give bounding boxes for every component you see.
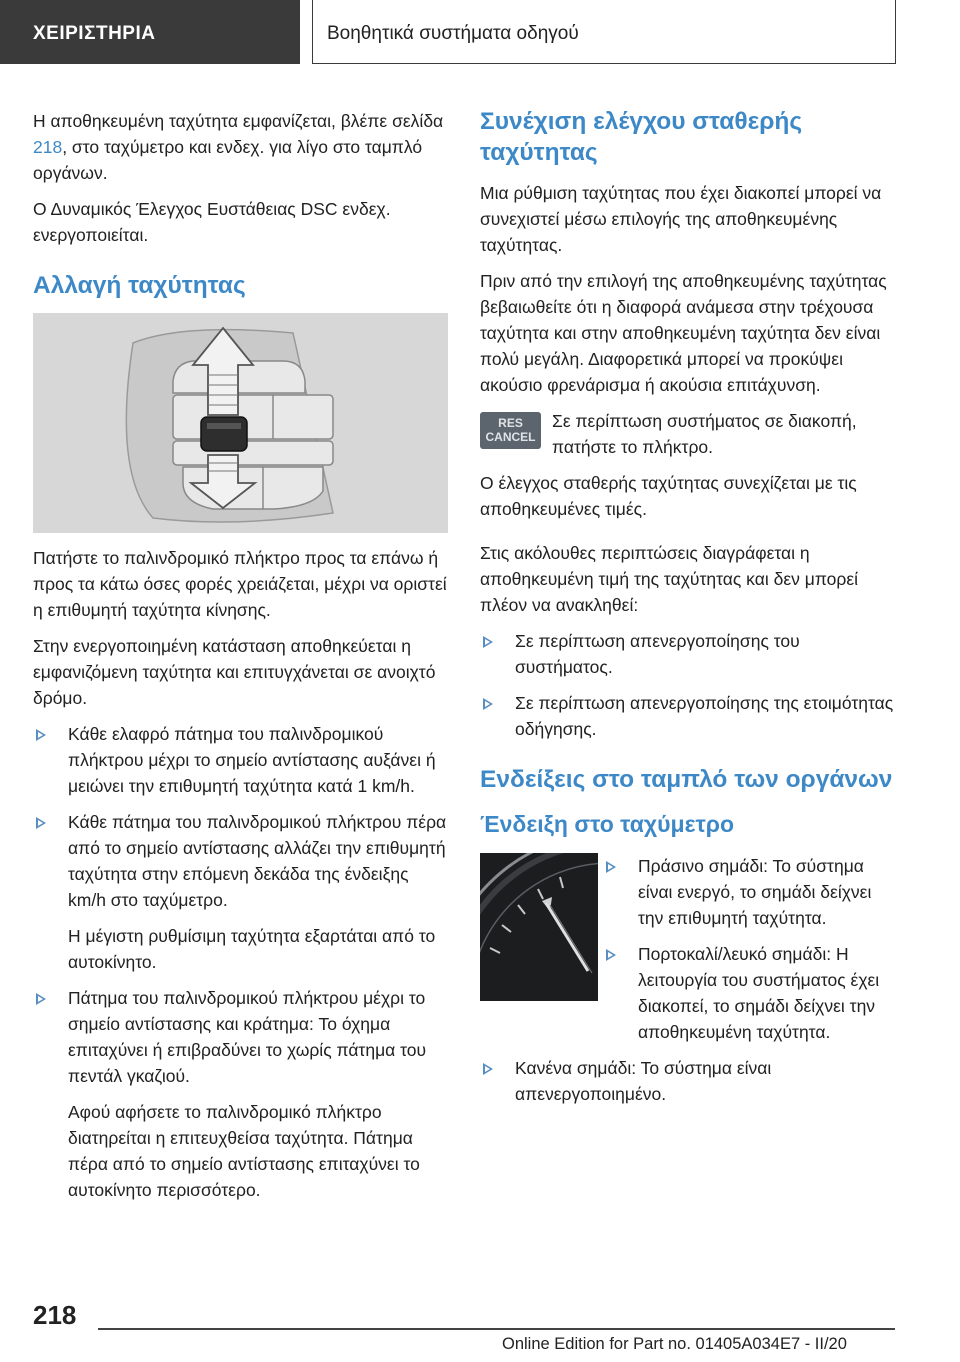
list-item [603,853,895,931]
change-speed-list [33,721,448,1203]
heading-change-speed: Αλλαγή ταχύτητας [33,272,246,299]
cancel-label: CANCEL [485,430,536,444]
list-item-text: Κανένα σημάδι: Το σύστημα είναι απενεργοποιημένο. [515,1058,772,1104]
edition-text: Online Edition for Part no. 01405A034E7 - II/20 [502,1335,847,1353]
paragraph-check-difference: Πριν από την επιλογή της αποθηκευμένης ταχύτητας βεβαιωθείτε ότι η διαφορά ανάμεσα στην τρέχουσα ταχύτητα και στην αποθηκευμένη ταχύτητα δεν είναι πολύ μεγάλη. Διαφορετικά μπορεί να προκύψει ακούσιο φρενάρισμα ή ακούσια επιτάχυνση. [480,271,887,395]
triangle-bullet-icon [36,993,46,1005]
chapter-title: Βοηθητικά συστήματα οδηγού [312,0,896,64]
triangle-bullet-icon [606,949,616,961]
triangle-bullet-icon [483,698,493,710]
speedometer-illustration [480,853,598,1001]
paragraph-press-rocker: Πατήστε το παλινδρομικό πλήκτρο προς τα επάνω ή προς τα κάτω όσες φορές χρειάζεται, μέχρι να οριστεί η επιθυμητή ταχύτητα κίνησης. [33,548,447,620]
footer-divider [98,1328,895,1330]
section-tab: ΧΕΙΡΙΣΤΗΡΙΑ [0,0,300,64]
page-header [0,0,960,64]
triangle-bullet-icon [36,817,46,829]
list-item-note: Αφού αφήσετε το παλινδρομικό πλήκτρο διατηρείται η επιτευχθείσα ταχύτητα. Πάτημα πέρα από το σημείο αντίστασης επιταχύνει το αυτοκίνητο περισσότερο. [68,1102,420,1200]
list-item [480,690,895,742]
list-item [33,809,448,975]
no-mark-list [480,1055,895,1107]
list-item-note: Η μέγιστη ρυθμίσιμη ταχύτητα εξαρτάται από το αυτοκίνητο. [68,926,436,972]
res-label: RES [498,416,523,430]
list-item-text: Σε περίπτωση απενεργοποίησης της ετοιμότητας οδήγησης. [515,693,894,739]
paragraph-activated-state: Στην ενεργοποιημένη κατάσταση αποθηκεύεται η εμφανιζόμενη ταχύτητα και επιτυγχάνεται σε ανοιχτό δρόμο. [33,636,436,708]
list-item-text: Κάθε ελαφρό πάτημα του παλινδρομικού πλήκτρου μέχρι το σημείο αντίστασης αυξάνει ή μειώνει την επιθυμητή ταχύτητα κατά 1 km/h. [68,724,436,796]
paragraph-dsc: Ο Δυναμικός Έλεγχος Ευστάθειας DSC ενδεχ. ενεργοποιείται. [33,199,391,245]
speedometer-row [480,853,895,1055]
res-cancel-text: Σε περίπτωση συστήματος σε διακοπή, πατήστε το πλήκτρο. [552,411,857,457]
list-item-text: Πορτοκαλί/λευκό σημάδι: Η λειτουργία του συστήματος έχει διακοπεί, το σημάδι δείχνει την αποθηκευμένη ταχύτητα. [638,944,880,1042]
paragraph-continues: Ο έλεγχος σταθερής ταχύτητας συνεχίζεται με τις αποθηκευμένες τιμές. [480,473,857,519]
triangle-bullet-icon [483,636,493,648]
list-item [33,985,448,1203]
paragraph-stored-speed [33,108,448,186]
speedometer-image [480,853,598,1001]
list-item [480,1055,895,1107]
text-part: Η αποθηκευμένη ταχύτητα εμφανίζεται, βλέπε σελίδα [33,111,444,131]
list-item-text: Κάθε πάτημα του παλινδρομικού πλήκτρου πέρα από το σημείο αντίστασης αλλάζει την επιθυμητή ταχύτητα στην επόμενη δεκάδα της ένδειξης km/h στο ταχύμετρο. [68,812,447,910]
list-item-text: Πράσινο σημάδι: Το σύστημα είναι ενεργό, το σημάδι δείχνει την επιθυμητή ταχύτητα. [638,856,872,928]
right-column [480,108,895,1117]
res-cancel-row [480,408,895,460]
speedometer-marks-list [603,853,895,1055]
triangle-bullet-icon [606,861,616,873]
deletion-cases-list [480,628,895,742]
list-item [480,628,895,680]
left-column [33,108,448,1213]
rocker-switch-illustration [33,313,448,533]
list-item-text: Πάτημα του παλινδρομικού πλήκτρου μέχρι το σημείο αντίστασης και κράτημα: Το όχημα επιταχύνει ή επιβραδύνει το χωρίς πάτημα του πεντάλ γκαζιού. [68,988,427,1086]
page-number: 218 [33,1300,77,1330]
steering-wheel-rocker-image [33,313,448,533]
list-item-text: Σε περίπτωση απενεργοποίησης του συστήματος. [515,631,800,677]
text-part: , στο ταχύμετρο και ενδεχ. για λίγο στο ταμπλό οργάνων. [33,137,423,183]
page-link[interactable]: 218 [33,137,63,157]
list-item [603,941,895,1045]
list-item [33,721,448,799]
heading-continue-cruise: Συνέχιση ελέγχου σταθερής ταχύτητας [480,108,803,166]
res-cancel-button-icon [480,412,541,449]
paragraph-deleted-cases: Στις ακόλουθες περιπτώσεις διαγράφεται η αποθηκευμένη τιμή της ταχύτητας και δεν μπορεί πλέον να ανακληθεί: [480,543,859,615]
heading-instrument-displays: Ενδείξεις στο ταμπλό των οργάνων [480,766,893,793]
paragraph-resume-setting: Μια ρύθμιση ταχύτητας που έχει διακοπεί μπορεί να συνεχιστεί μέσω επιλογής της αποθηκευμένης ταχύτητας. [480,183,882,255]
triangle-bullet-icon [483,1063,493,1075]
triangle-bullet-icon [36,729,46,741]
heading-speedometer-display: Ένδειξη στο ταχύμετρο [480,811,735,837]
